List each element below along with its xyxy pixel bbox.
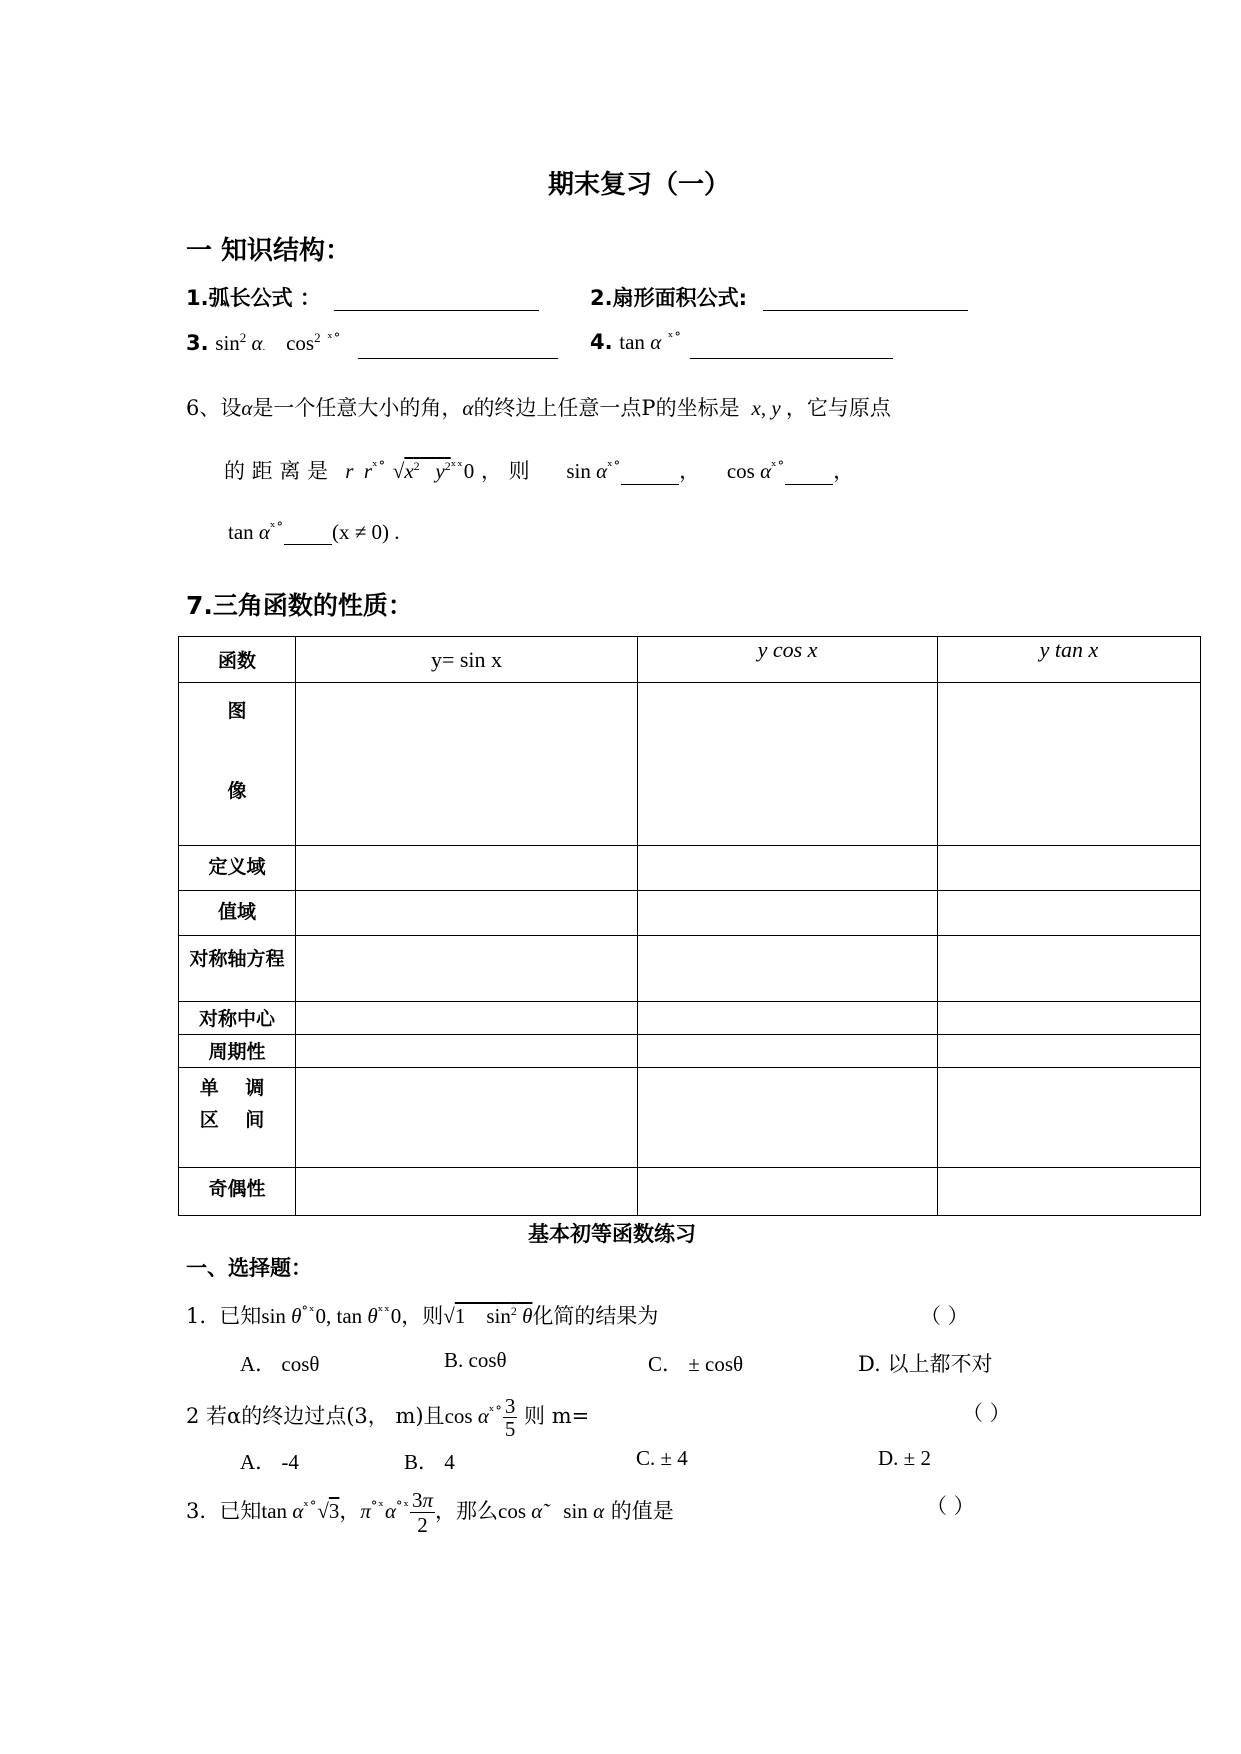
row-label-domain: 定义域 [179,846,296,891]
question-3-answer-paren[interactable]: （ ） [926,1494,975,1518]
cell-sin-axis[interactable] [296,936,638,1002]
cell-sin-range[interactable] [296,891,638,936]
table-row-axis [179,936,1201,1002]
row-label-parity: 奇偶性 [179,1168,296,1216]
identity-tan: 4. tan α $^{ˣ^\circ}$ [590,330,682,354]
row-label-period: 周期性 [179,1035,296,1068]
question-1: 1. 已知$\sin \theta^{^\circ ˣ}0$, $\tan \theta^{ˣˣ}0$，则√1 $\sin^2 \theta$化简的结果为 [186,1304,659,1328]
table-row-range [179,891,1201,936]
table-row-center [179,1002,1201,1035]
cell-cos-center[interactable] [638,1002,938,1035]
question-2-option-c[interactable]: C. ± 4 [636,1446,688,1470]
cell-sin-monotonic[interactable] [296,1068,638,1168]
row-label-axis: 对称轴方程 [179,936,296,1002]
cell-tan-domain[interactable] [938,846,1201,891]
cell-tan-axis[interactable] [938,936,1201,1002]
section-heading-properties: 7.三角函数的性质： [186,591,413,620]
cell-cos-axis[interactable] [638,936,938,1002]
question-2-option-b[interactable]: B． 4 [404,1450,455,1474]
col-header-tan: y tan x [938,637,1201,683]
cell-sin-period[interactable] [296,1035,638,1068]
cell-tan-parity[interactable] [938,1168,1201,1216]
question-1-option-c[interactable]: C． ± cosθ [648,1352,744,1376]
tan-def-blank[interactable] [284,522,332,545]
item6-line2: 的 距 离 是 r $r^{ˣ^\circ}$ $√x^2$ $y^{2ˣˣ}0$ ， 则 $\sin \alpha^{ˣ^\circ}$ ， $\cos \alpha^{ˣ^\circ}$ ， [224,459,855,483]
item6-line3: $\tan \alpha^{ˣ^\circ}$ (x ≠ 0) . [228,520,400,544]
arc-length-label: 1.弧长公式 ： [186,286,321,310]
cell-tan-monotonic[interactable] [938,1068,1201,1168]
row-label-center: 对称中心 [179,1002,296,1035]
cell-cos-range[interactable] [638,891,938,936]
cell-tan-graph[interactable] [938,683,1201,846]
trig-properties-table [178,636,1201,1216]
identity-sin-cos: 3. $\sin^2 \alpha$. $\cos^2 ^{ˣ^\circ}$ [186,330,342,355]
sector-area-blank[interactable] [763,286,968,311]
cell-cos-domain[interactable] [638,846,938,891]
col-header-sin: y= sin x [296,637,638,683]
cell-tan-period[interactable] [938,1035,1201,1068]
question-3: 3. 已知$\tan \alpha^{ˣ^\circ}√3$，$\pi^{^\circ ˣ}\alpha^{^\circ ˣ}$ $\frac{3\pi}{2}$ ，那么cos α̃ sin α 的值是 [186,1488,674,1537]
question-1-answer-paren[interactable]: （ ） [920,1304,969,1328]
section-heading-knowledge: 一 知识结构： [186,236,352,266]
question-1-option-d[interactable]: D. 以上都不对 [858,1352,993,1376]
cell-cos-parity[interactable] [638,1168,938,1216]
tan-identity-blank[interactable] [690,334,893,359]
page-title: 期末复习（一） [548,170,731,200]
choice-section-heading: 一、选择题： [186,1256,312,1280]
practice-title: 基本初等函数练习 [528,1222,696,1246]
question-2-answer-paren[interactable]: （ ） [962,1401,1011,1425]
sin-def-blank[interactable] [621,462,679,485]
cell-tan-range[interactable] [938,891,1201,936]
table-row-graph [179,683,1201,846]
identity-blank[interactable] [358,334,558,359]
cell-sin-center[interactable] [296,1002,638,1035]
table-header-row [179,637,1201,683]
table-row-parity [179,1168,1201,1216]
row-label-monotonic: 单 调 区 间 [179,1068,296,1168]
cell-cos-period[interactable] [638,1035,938,1068]
row-label-range: 值域 [179,891,296,936]
cell-sin-parity[interactable] [296,1168,638,1216]
cos-def-blank[interactable] [785,462,833,485]
question-2: 2 若α的终边过点(3， m)且$\cos \alpha^{ˣ^\circ}$ $\frac{3}{5}$ 则 m= [186,1394,590,1441]
cell-sin-graph[interactable] [296,683,638,846]
row-label-graph: 图 像 [179,683,296,846]
question-1-option-a[interactable]: A． cosθ [240,1352,320,1376]
cell-cos-monotonic[interactable] [638,1068,938,1168]
sector-area-label: 2.扇形面积公式: [590,286,747,310]
question-2-option-d[interactable]: D. ± 2 [878,1446,931,1470]
table-row-domain [179,846,1201,891]
item6-line1: 6、设α是一个任意大小的角，α的终边上任意一点P的坐标是 x, y ，它与原点 [186,396,891,420]
col-header-cos: y cos x [638,637,938,683]
question-1-option-b[interactable]: B. cosθ [444,1348,507,1372]
col-header-function: 函数 [179,637,296,683]
cell-tan-center[interactable] [938,1002,1201,1035]
cell-sin-domain[interactable] [296,846,638,891]
arc-length-blank[interactable] [334,286,539,311]
cell-cos-graph[interactable] [638,683,938,846]
table-row-monotonic [179,1068,1201,1168]
table-row-period [179,1035,1201,1068]
question-2-option-a[interactable]: A． -4 [240,1450,299,1474]
